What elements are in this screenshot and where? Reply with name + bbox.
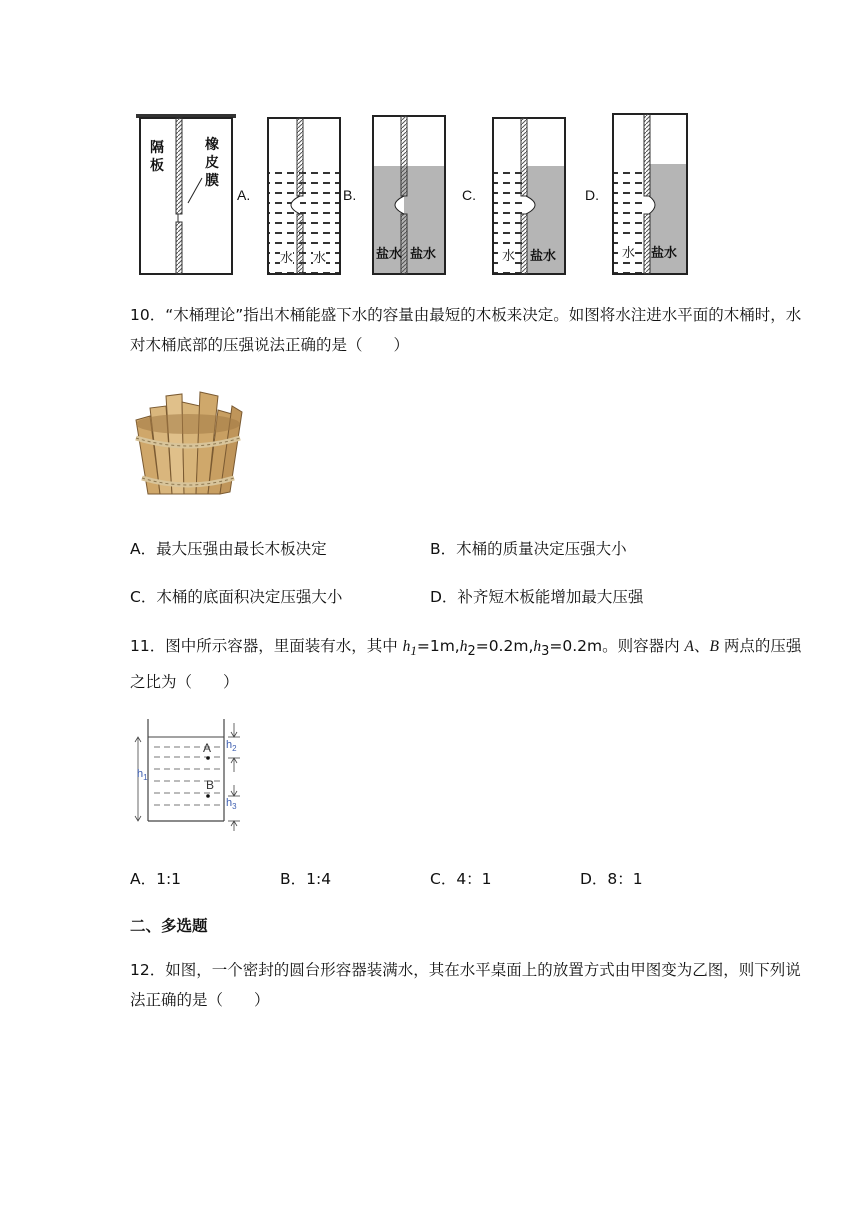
d-water-label: 水: [622, 242, 635, 261]
option-label-d: D.: [585, 187, 599, 203]
option-label-b: B.: [343, 187, 357, 203]
q11-h1-sub: 1: [410, 643, 417, 659]
question-12-text: 12．如图，一个密封的圆台形容器装满水，其在水平桌面上的放置方式由甲图变为乙图，则下列说法正确的是（ ）: [130, 961, 801, 1009]
q11-h1-val: =1m,: [416, 637, 460, 655]
q11-option-d[interactable]: D．8：1: [580, 870, 643, 888]
fig-h3-h: h: [226, 797, 233, 809]
a-right-water-label: 水: [313, 247, 326, 266]
q10-option-d[interactable]: D．补齐短木板能增加最大压强: [430, 588, 644, 606]
fig-point-b-label: B: [206, 778, 215, 792]
q11-h2: h: [459, 638, 468, 655]
q11-text-after: 两点的压强之比为（ ）: [130, 637, 802, 692]
fig-h2-h: h: [226, 739, 233, 751]
q11-h3-val: =0.2m。则容器内: [549, 637, 685, 655]
container-a: [268, 118, 340, 274]
q11-text-before: 11．图中所示容器，里面装有水，其中: [130, 637, 403, 655]
q10-option-b[interactable]: B．木桶的质量决定压强大小: [430, 540, 627, 558]
c-salt-label: 盐水: [530, 248, 557, 263]
q10-option-a[interactable]: A．最大压强由最长木板决定: [130, 540, 327, 558]
fig-h1-sub: 1: [143, 773, 148, 783]
fig-h2-sub: 2: [232, 744, 237, 754]
wooden-bucket-svg: [130, 388, 245, 503]
option-label-a: A.: [237, 187, 251, 203]
q11-option-b[interactable]: B．1:4: [280, 870, 332, 888]
d-salt-label: 盐水: [651, 245, 678, 260]
question-10-text: 10．“木桶理论”指出木桶能盛下水的容量由最短的木板来决定。如图将水注进水平面的木桶时，水对木桶底部的压强说法正确的是（ ）: [130, 306, 802, 354]
q11-h3: h: [533, 638, 542, 655]
c-water-label: 水: [502, 245, 515, 264]
q10-option-c[interactable]: C．木桶的底面积决定压强大小: [130, 588, 343, 606]
q11-option-c[interactable]: C．4：1: [430, 870, 492, 888]
partition-label: 隔板: [150, 139, 164, 173]
q11-point-b: B: [709, 638, 719, 655]
b-right-salt-label: 盐水: [410, 246, 437, 261]
section-heading-multiple-choice: 二、多选题: [130, 917, 208, 935]
q11-h3-sub: 3: [541, 644, 550, 660]
q11-point-a: A: [684, 638, 694, 655]
a-left-water-label: 水: [280, 247, 293, 266]
membrane-label: 橡皮膜: [205, 136, 219, 188]
q11-h2-val: =0.2m,: [475, 637, 534, 655]
b-left-salt-label: 盐水: [376, 246, 403, 261]
fig-point-a-label: A: [203, 741, 212, 755]
option-label-c: C.: [462, 187, 476, 203]
question-11-text: [130, 631, 810, 697]
fig-h3-sub: 3: [232, 802, 237, 812]
q11-sep: 、: [693, 637, 710, 655]
wooden-bucket-image: [130, 388, 245, 503]
q11-h2-sub: 2: [467, 644, 476, 660]
fig-h1-h: h: [137, 768, 144, 780]
q11-h1: h: [402, 638, 411, 655]
q11-option-a[interactable]: A．1:1: [130, 870, 182, 888]
fig-h2-label: [226, 739, 237, 753]
fig-h1-label: [137, 768, 148, 782]
fig-h3-label: [226, 797, 237, 811]
